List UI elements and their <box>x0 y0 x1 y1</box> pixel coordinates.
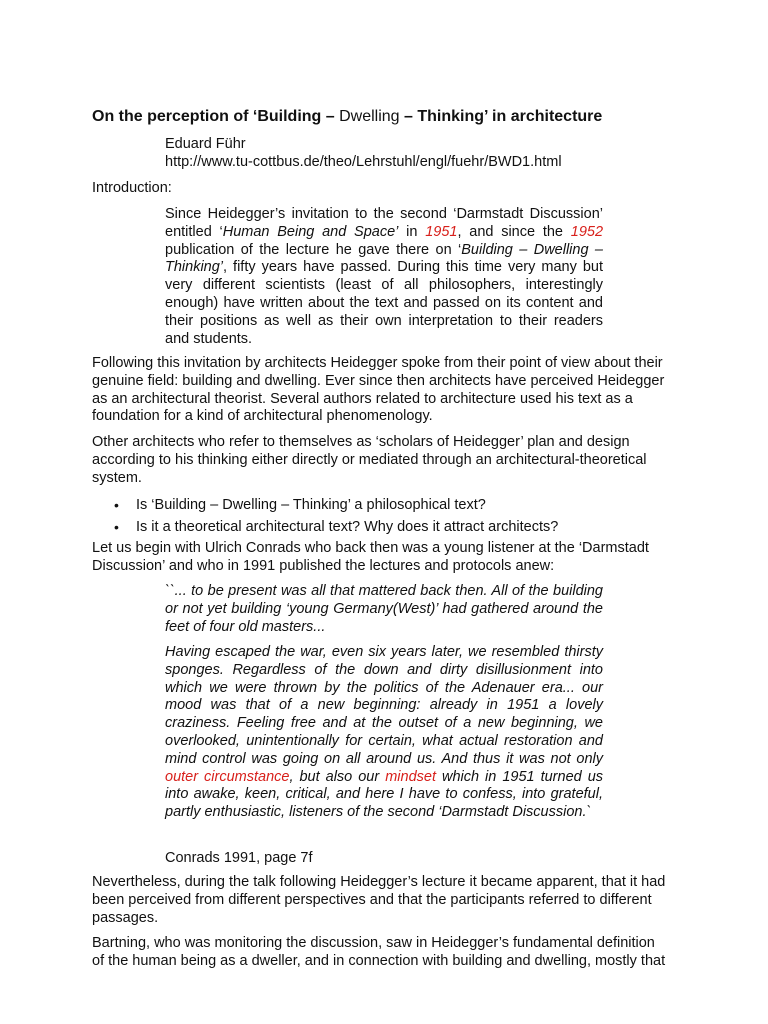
paragraph-scholars-of-heidegger: Other architects who refer to themselves as ‘scholars of Heidegger’ plan and design according to his thinking either directly or mediated through an architectural-theoretical system. <box>92 434 647 486</box>
quote-highlight-outer-circumstance: outer circumstance <box>165 768 290 785</box>
introduction-heading: Introduction: <box>92 180 172 196</box>
list-item-text: Is it a theoretical architectural text? Why does it attract architects? <box>136 519 559 535</box>
paragraph-architects-invitation: Following this invitation by architects Heidegger spoke from their point of view about their genuine field: building and dwelling. Ever since then architects have perceived Heidegger as an architectural theorist. Several authors related to architecture used his text as a foundation for a kind of architectural phenomenology. <box>92 355 665 425</box>
title-part-1: On the perception of ‘Building – <box>92 108 340 125</box>
quote-highlight-mindset: mindset <box>385 768 436 785</box>
paragraph-nevertheless: Nevertheless, during the talk following Heidegger’s lecture it became apparent, that it had been perceived from different perspectives and that the participants referred to different passages. <box>92 874 666 926</box>
citation: Conrads 1991, page 7f <box>165 850 313 866</box>
intro-text-4: publication of the lecture he gave there on ‘ <box>165 241 462 258</box>
question-list <box>92 494 667 538</box>
paragraph-ulrich-conrads: Let us begin with Ulrich Conrads who back then was a young listener at the ‘Darmstadt Discussion’ and who in 1991 published the lectures and protocols anew: <box>92 540 649 574</box>
introduction-paragraph <box>165 206 603 348</box>
intro-year-1952: 1952 <box>570 223 604 240</box>
quote-text-1: Having escaped the war, even six years later, we resembled thirsty sponges. Regardless of the down and dirty disillusionment into which we were thrown by the politics of the Adenauer era... our mood was that of a new beginning: already in 1951 a lovely craziness. Feeling free and at the outset of a new beginning, we overlooked, unintentionally for certain, what actual restoration and mind control was going on all around us. And thus it was not only <box>165 644 603 767</box>
source-url: http://www.tu-cottbus.de/theo/Lehrstuhl/engl/fuehr/BWD1.html <box>165 154 562 170</box>
document-title <box>92 107 712 127</box>
intro-text-1: Since Heidegger’s invitation to the second ‘Darmstadt Discussion’ entitled ‘ <box>165 206 603 240</box>
intro-text-3: , and since the <box>457 223 571 240</box>
intro-year-1951: 1951 <box>425 223 458 240</box>
quote-paragraph-1: ``... to be present was all that mattered back then. All of the building or not yet building ‘young Germany(West)’ had gathered around the feet of four old masters... <box>165 583 603 635</box>
title-part-2: Dwelling <box>339 108 400 125</box>
intro-title-bdt: Building – Dwelling – Thinking’ <box>165 241 603 276</box>
quote-text-3: which in 1951 turned us into awake, keen, critical, and here I have to confess, into grateful, partly enthusiastic, listeners of the second ‘Darmstadt Discussion.` <box>165 768 604 821</box>
quote-paragraph-2 <box>165 644 603 822</box>
author-name: Eduard Führ <box>165 136 246 152</box>
list-item <box>92 516 667 538</box>
intro-title-human-being: Human Being and Space’ <box>222 223 399 240</box>
bullet-icon: • <box>114 519 119 535</box>
intro-text-5: , fifty years have passed. During this time very many but very different scientists (least of all philosophers, interestingly enough) have written about the text and passed on its content and their positions as well as their own interpretation to their readers and students. <box>165 259 603 347</box>
bullet-icon: • <box>114 497 119 513</box>
paragraph-bartning: Bartning, who was monitoring the discussion, saw in Heidegger’s fundamental definition of the human being as a dweller, and in connection with building and dwelling, mostly that <box>92 935 666 969</box>
list-item-text: Is ‘Building – Dwelling – Thinking’ a philosophical text? <box>136 497 486 513</box>
title-part-3: – Thinking’ in architecture <box>399 108 603 125</box>
quote-text-2: , but also our <box>289 768 386 785</box>
list-item <box>92 494 667 516</box>
intro-text-2: in <box>398 223 426 240</box>
